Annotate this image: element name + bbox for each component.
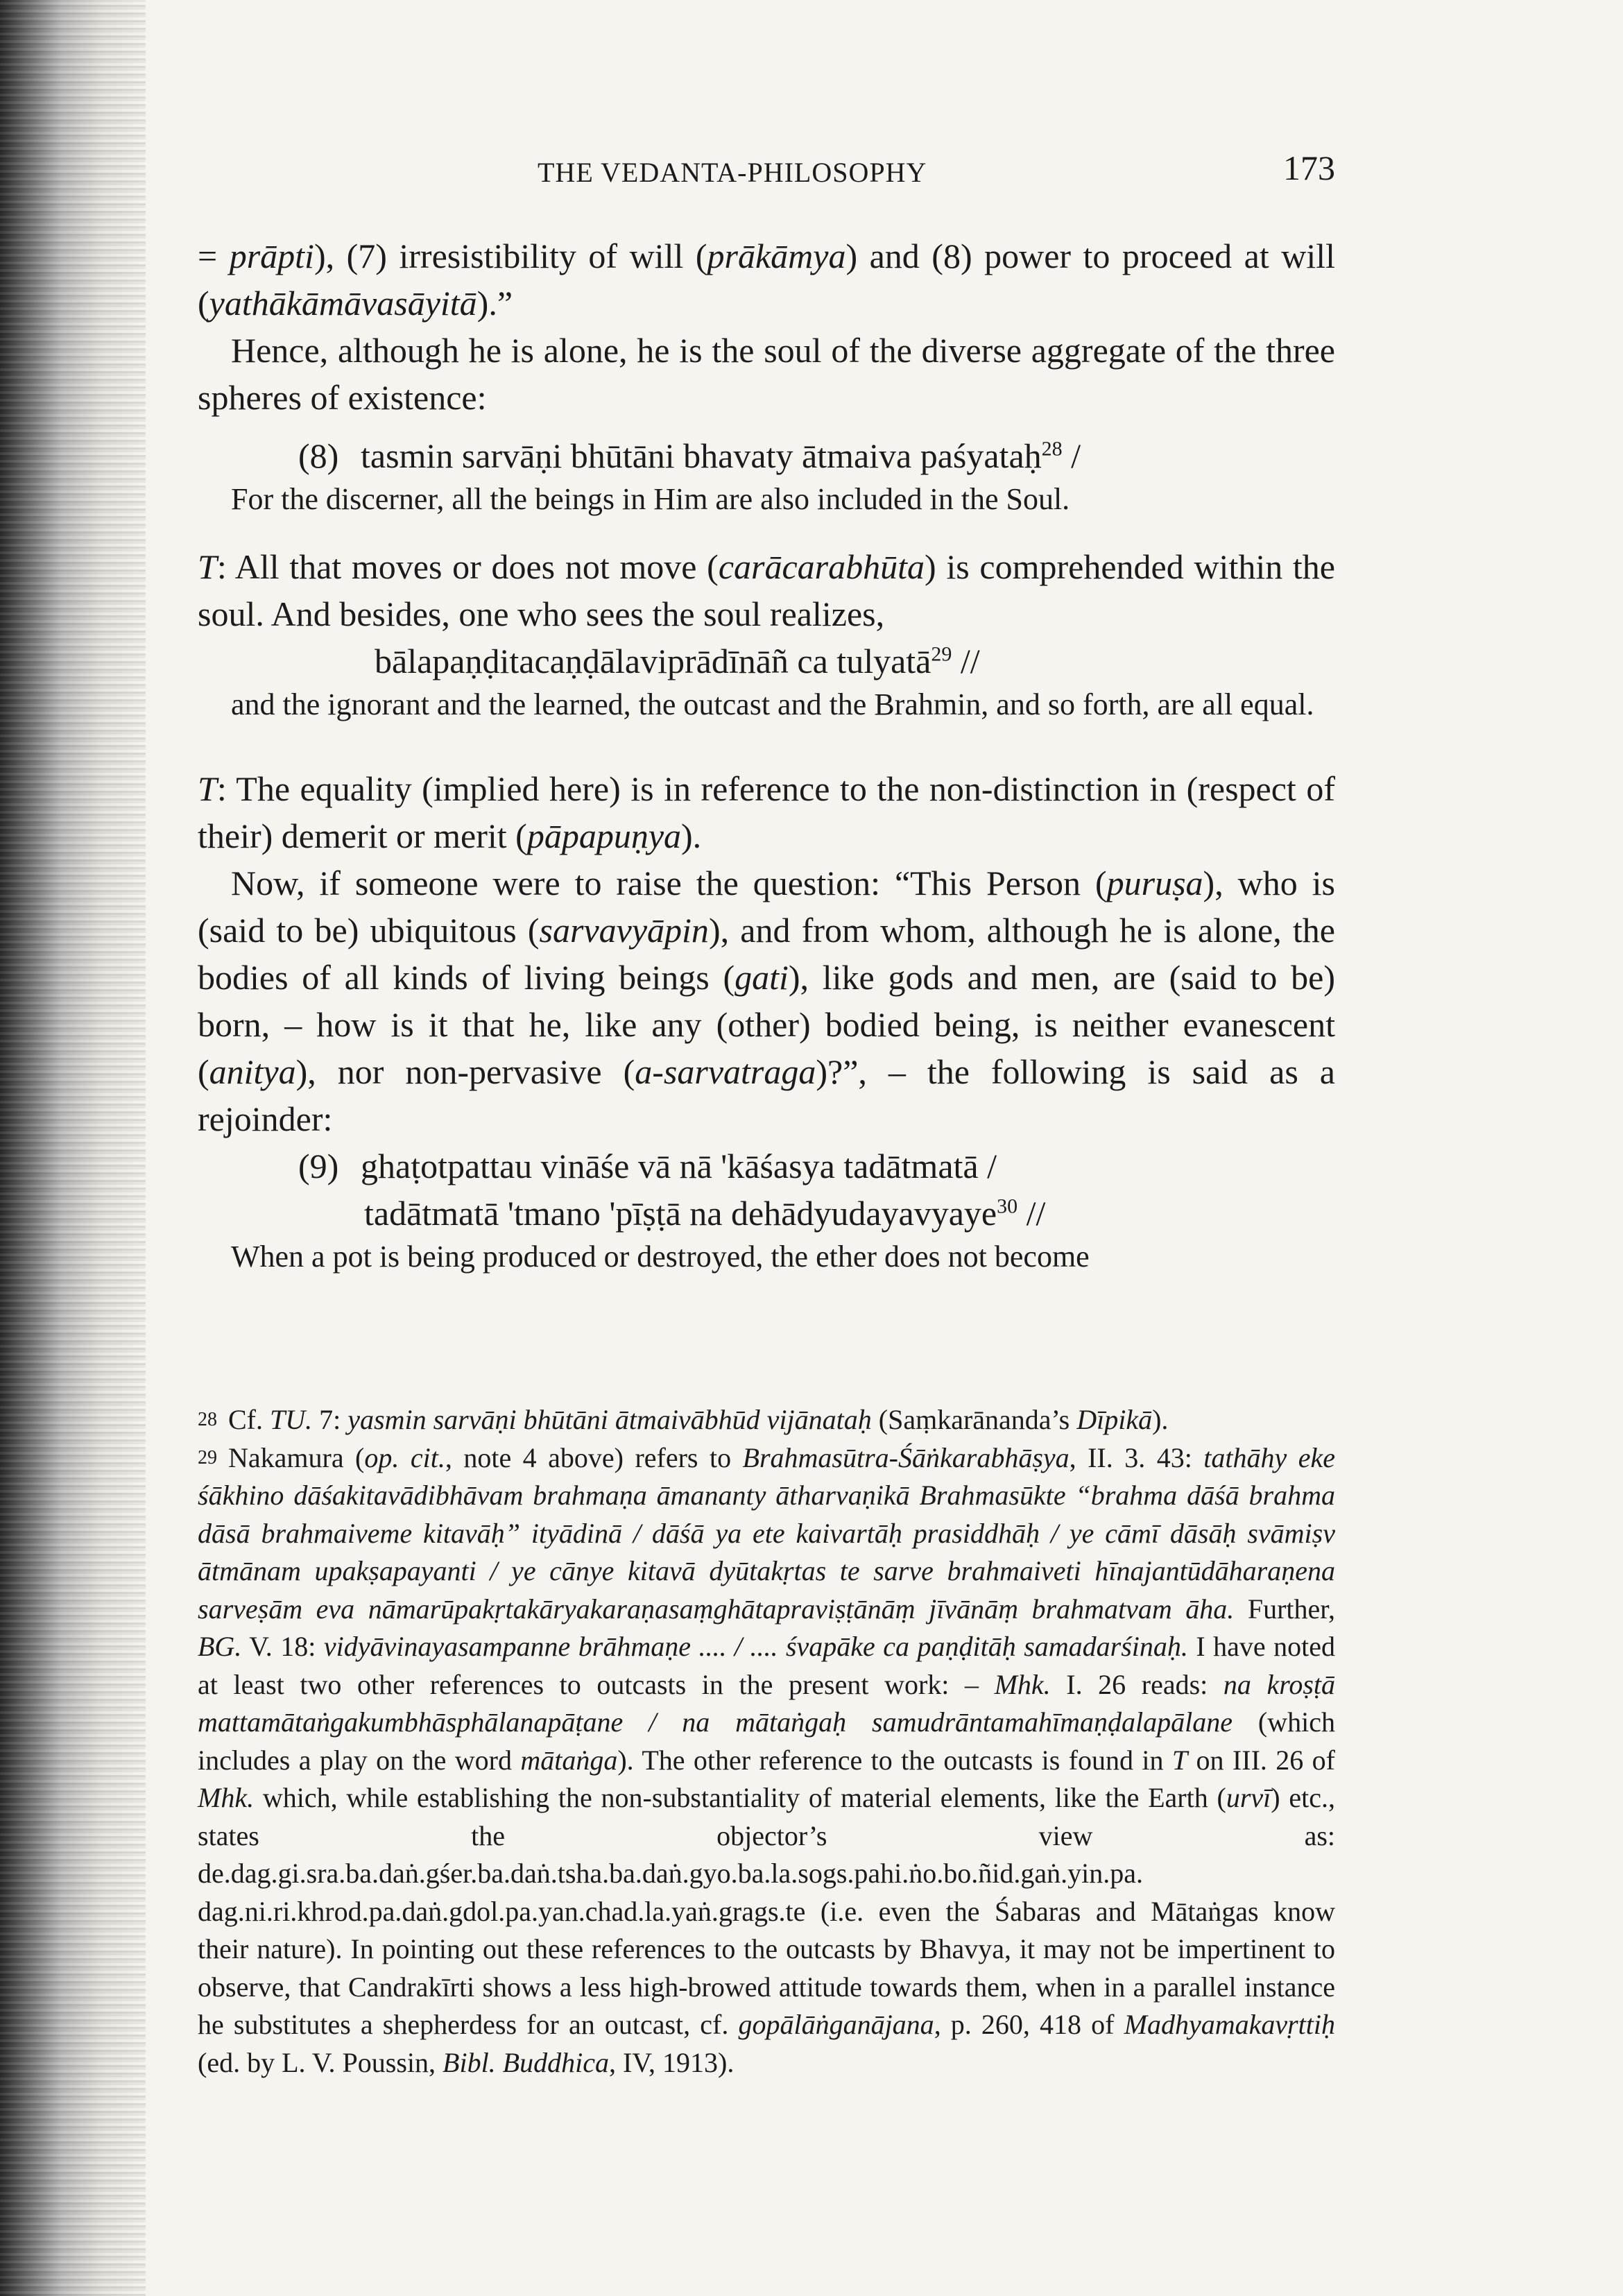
verse-9-translation: When a pot is being produced or destroyed, the ether does not become [231, 1240, 1090, 1274]
book-page [198, 142, 1336, 1274]
page-header [198, 142, 1335, 198]
scanned-binding-edge [0, 0, 146, 2296]
main-text [198, 232, 1335, 1277]
verse-8-line-2: bālapaṇḍitacaṇḍālaviprādīnāñ ca tulyatā$^{29}$ // [375, 642, 980, 680]
paragraph-4: T: The equality (implied here) is in reference to the non-distinction in (respect of their) demerit or merit (pāpapuṇya). [198, 769, 1335, 855]
footnote-28: 28 Cf. TU. 7: yasmin sarvāṇi bhūtāni ātmaivābhūd vijānataḥ (Saṃkarānanda’s Dīpikā). [198, 1404, 1169, 1435]
running-head: THE VEDANTA-PHILOSOPHY [538, 157, 927, 188]
footnote-29: 29 Nakamura (op. cit., note 4 above) refers to Brahmasūtra-Śāṅkarabhāṣya, II. 3. 43: tathāhy eke śākhino dāśakitavādibhāvam brahmaṇa āmananty ātharvaṇikā Brahmasūkte “brahma dāśā brahma dāsā brahmaiveme kitavāḥ” ityādinā / dāśā ya ete kaivartāḥ prasiddhāḥ / ye cāmī dāsāḥ svāmiṣv ātmānam upakṣapayanti / ye cānye kitavā dyūtakṛtas te sarve brahmaiveti hīnajantūdāharaṇena sarveṣām eva nāmarūpakṛtakāryakaraṇasaṃghātapraviṣṭānāṃ jīvānāṃ brahmatvam āha. Further, BG. V. 18: vidyāvinayasampanne brāhmaṇe .... / .... śvapāke ca paṇḍitāḥ samadarśinaḥ. I have noted at least two other references to outcasts in the present work: – Mhk. I. 26 reads: na kroṣṭā mattamātaṅgakumbhāsphālanapāṭane / na mātaṅgaḥ samudrāntamahīmaṇḍalapālane (which includes a play on the word mātaṅga). The other reference to the outcasts is found in T on III. 26 of Mhk. which, while establishing the non-substantiality of material elements, like the Earth (urvī) etc., states the objector’s view as: de.dag.gi.sra.ba.daṅ.gśer.ba.daṅ.tsha.ba.daṅ.gyo.ba.la.sogs.pahi.ṅo.bo.ñid.gaṅ.yin.pa. dag.ni.ri.khrod.pa.daṅ.gdol.pa.yan.chad.la.yaṅ.grags.te (i.e. even the Śabaras and Mātaṅgas know their nature). In pointing out these references to the outcasts by Bhavya, it may not be impertinent to observe, that Candrakīrti shows a less high-browed attitude towards them, when in a parallel instance he substitutes a shepherdess for an outcast, cf. gopālāṅganājana, p. 260, 418 of Madhyamakavṛttiḥ (ed. by L. V. Poussin, Bibl. Buddhica, IV, 1913). [198, 1441, 1336, 2078]
verse-9-line-2: tadātmatā 'tmano 'pīṣṭā na dehādyudayavyaye$^{30}$ // [364, 1194, 1046, 1233]
paragraph-1: = prāpti), (7) irresistibility of will (prākāmya) and (8) power to proceed at will (yathākāmāvasāyitā).” [198, 237, 1336, 323]
verse-8-translation-1: For the discerner, all the beings in Him are also included in the Soul. [231, 482, 1070, 516]
paragraph-5: Now, if someone were to raise the question: “This Person (puruṣa), who is (said to be) ubiquitous (sarvavyāpin), and from whom, although he is alone, the bodies of all kinds of living beings (gati), like gods and men, are (said to be) born, – how is it that he, like any (other) bodied being, is neither evanescent (anitya), nor non-pervasive (a-sarvatraga)?”, – the following is said as a rejoinder: [198, 864, 1335, 1138]
paragraph-2: Hence, although he is alone, he is the soul of the diverse aggregate of the three spheres of existence: [198, 331, 1335, 417]
verse-8-translation-2: and the ignorant and the learned, the outcast and the Brahmin, and so forth, are all equal. [231, 687, 1314, 721]
page-number: 173 [1283, 148, 1335, 187]
verse-9-line-1: (9) ghaṭotpattau vināśe vā nā 'kāśasya tadātmatā / [298, 1147, 997, 1185]
paragraph-3: T: All that moves or does not move (carācarabhūta) is comprehended within the soul. And besides, one who sees the soul realizes, [198, 547, 1336, 633]
verse-8-line-1: (8) tasmin sarvāṇi bhūtāni bhavaty ātmaiva paśyataḥ$^{28}$ / [298, 436, 1081, 475]
footnotes [198, 1401, 1335, 2082]
